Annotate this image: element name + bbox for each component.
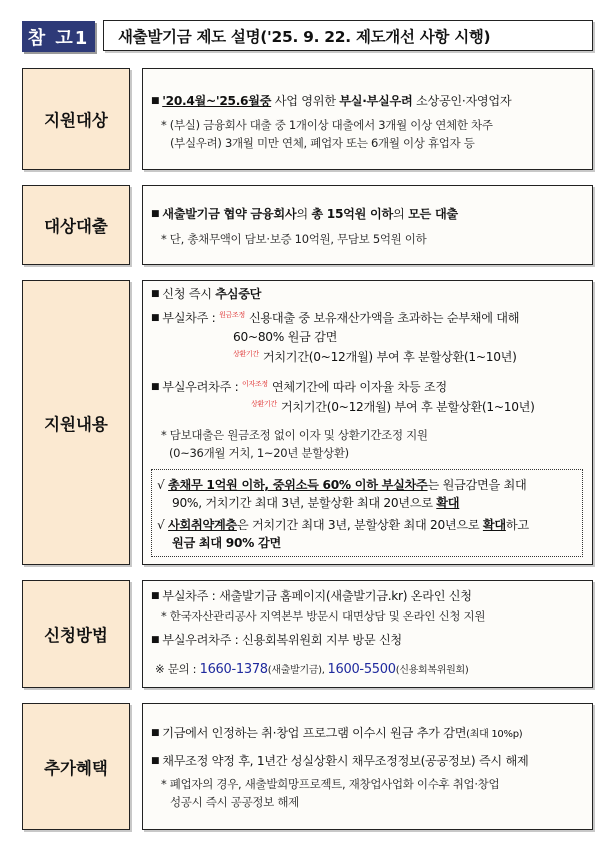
square-bullet-icon: ■ <box>151 96 160 106</box>
section-content-target-loans <box>142 185 593 265</box>
section-content-eligibility <box>142 68 593 170</box>
section-label-target-loans: 대상대출 <box>22 185 130 265</box>
support-bullet-3-repay: $^{상환기간}$ 거치기간(0~12개월) 부여 후 분할상환(1~10년) <box>251 400 535 414</box>
reference-badge: 참 고1 <box>22 21 95 52</box>
square-bullet-icon: ■ <box>151 289 160 299</box>
section-content-application <box>142 580 593 688</box>
square-bullet-icon: ■ <box>151 728 160 738</box>
section-label-support: 지원내용 <box>22 280 130 565</box>
support-bullet-1: ■ 신청 즉시 추심중단 <box>151 287 262 301</box>
highlight-item-1: √ 총채무 1억원 이하, 중위소득 60% 이하 부실차주는 원금감면을 최대 <box>157 478 527 492</box>
highlight-box <box>151 469 583 557</box>
square-bullet-icon: ■ <box>151 591 160 601</box>
section-content-extra-benefits <box>142 703 593 830</box>
benefits-note-2: 성공시 즉시 공공정보 해제 <box>170 795 299 809</box>
check-mark-icon: √ <box>157 518 165 532</box>
application-note: * 한국자산관리공사 지역본부 방문시 대면상담 및 온라인 신청 지원 <box>161 609 486 623</box>
highlight-item-2-cont: 원금 최대 90% 감면 <box>172 536 281 550</box>
target-loans-bullet: ■ 새출발기금 협약 금융회사의 총 15억원 이하의 모든 대출 <box>151 207 458 221</box>
benefits-bullet-2: ■ 채무조정 약정 후, 1년간 성실상환시 채무조정정보(공공정보) 즉시 해제 <box>151 754 529 768</box>
section-content-support <box>142 280 593 565</box>
square-bullet-icon: ■ <box>151 209 160 219</box>
support-bullet-2-cont: 60~80% 원금 감면 <box>233 330 338 344</box>
square-bullet-icon: ■ <box>151 313 160 323</box>
target-loans-note: * 단, 총채무액이 담보·보증 10억원, 무담보 5억원 이하 <box>161 232 427 246</box>
support-bullet-3: ■ 부실우려차주 : $^{이자조정}$ 연체기간에 따라 이자율 차등 조정 <box>151 380 447 394</box>
document-title: 새출발기금 제도 설명('25. 9. 22. 제도개선 사항 시행) <box>103 20 593 51</box>
eligibility-note-1: * (부실) 금융회사 대출 중 1개이상 대출에서 3개월 이상 연체한 차주 <box>161 118 493 132</box>
phone-link-2[interactable]: 1600-5500 <box>327 662 396 677</box>
contact-info: ※ 문의 : 1660-1378(새출발기금), 1600-5500(신용회복위원회) <box>155 662 469 677</box>
square-bullet-icon: ■ <box>151 382 160 392</box>
eligibility-bullet: ■ '20.4월~'25.6월중 사업 영위한 부실·부실우려 소상공인·자영업자 <box>151 94 512 108</box>
eligibility-note-2: (부실우려) 3개월 미만 연체, 폐업자 또는 6개월 이상 휴업자 등 <box>170 136 475 150</box>
support-bullet-2: ■ 부실차주 : $^{원금조정}$ 신용대출 중 보유재산가액을 초과하는 순부채에 대해 <box>151 311 520 325</box>
section-label-application: 신청방법 <box>22 580 130 688</box>
highlight-item-1-cont: 90%, 거치기간 최대 3년, 분할상환 최대 20년으로 확대 <box>172 496 460 510</box>
square-bullet-icon: ■ <box>151 635 160 645</box>
benefits-note-1: * 폐업자의 경우, 새출발희망프로젝트, 재창업사업화 이수후 취업·창업 <box>161 777 500 791</box>
benefits-bullet-1: ■ 기금에서 인정하는 취·창업 프로그램 이수시 원금 추가 감면(최대 10%p) <box>151 726 523 740</box>
check-mark-icon: √ <box>157 478 165 492</box>
application-bullet-2: ■ 부실우려차주 : 신용회복위원회 지부 방문 신청 <box>151 633 402 647</box>
square-bullet-icon: ■ <box>151 756 160 766</box>
phone-link-1[interactable]: 1660-1378 <box>199 662 268 677</box>
application-bullet-1: ■ 부실차주 : 새출발기금 홈페이지(새출발기금.kr) 온라인 신청 <box>151 589 472 603</box>
support-note-2: (0~36개월 거치, 1~20년 분할상환) <box>169 446 349 460</box>
section-label-extra-benefits: 추가혜택 <box>22 703 130 830</box>
highlight-item-2: √ 사회취약계층은 거치기간 최대 3년, 분할상환 최대 20년으로 확대하고 <box>157 518 529 532</box>
section-label-eligibility: 지원대상 <box>22 68 130 170</box>
support-note-1: * 담보대출은 원금조정 없이 이자 및 상환기간조정 지원 <box>161 428 428 442</box>
support-bullet-2-repay: $^{상환기간}$ 거치기간(0~12개월) 부여 후 분할상환(1~10년) <box>233 350 517 364</box>
